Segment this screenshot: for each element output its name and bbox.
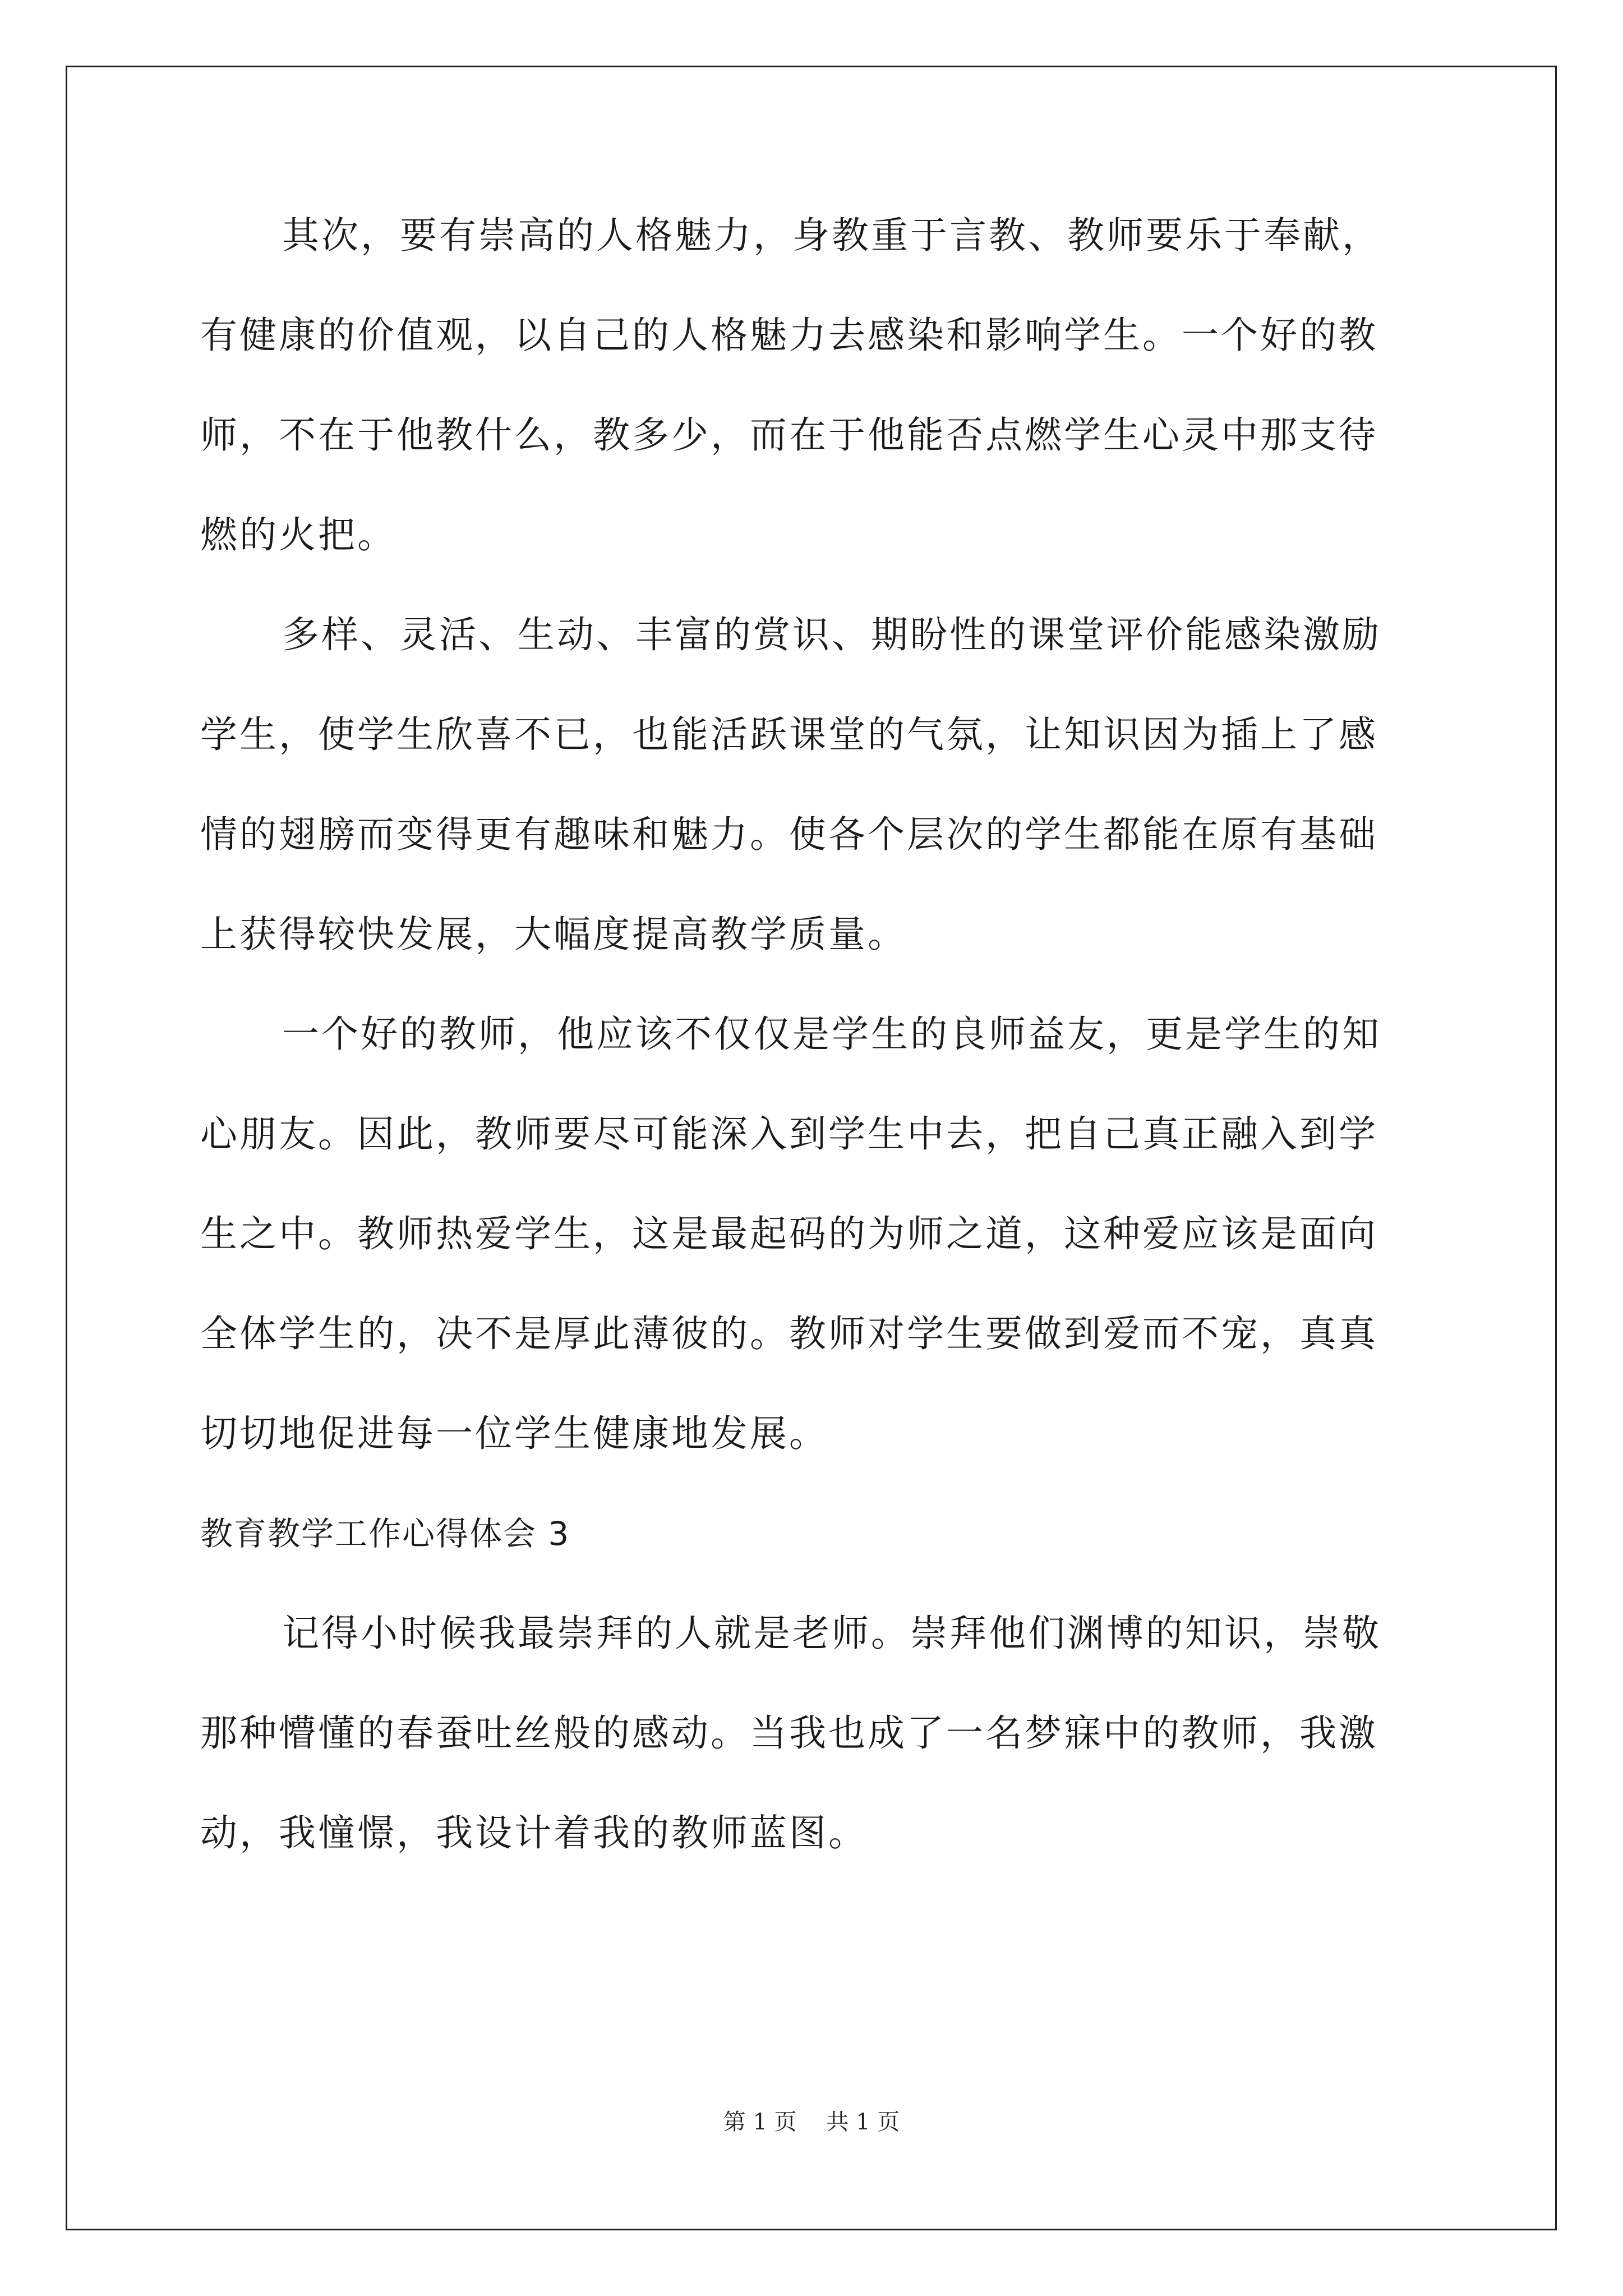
page-number-total: 共 1 页 [826,2109,900,2135]
paragraph-2-line-3: 情的翅膀而变得更有趣味和魅力。使各个层次的学生都能在原有基础 [200,813,1378,856]
paragraph-1-line-4: 燃的火把。 [200,513,396,556]
paragraph-2-line-1: 多样、灵活、生动、丰富的赏识、期盼性的课堂评价能感染激励 [282,613,1381,656]
paragraph-2-line-2: 学生，使学生欣喜不已，也能活跃课堂的气氛，让知识因为插上了感 [200,713,1378,756]
page-footer [0,2106,1623,2138]
paragraph-3-line-1: 一个好的教师，他应该不仅仅是学生的良师益友，更是学生的知 [282,1013,1381,1056]
paragraph-3-line-5: 切切地促进每一位学生健康地发展。 [200,1412,828,1455]
paragraph-1-line-1: 其次，要有崇高的人格魅力，身教重于言教、教师要乐于奉献， [282,214,1381,257]
paragraph-1-line-3: 师，不在于他教什么，教多少，而在于他能否点燃学生心灵中那支待 [200,413,1378,457]
paragraph-3-line-3: 生之中。教师热爱学生，这是最起码的为师之道，这种爱应该是面向 [200,1212,1378,1255]
paragraph-3-line-2: 心朋友。因此，教师要尽可能深入到学生中去，把自己真正融入到学 [200,1112,1378,1156]
paragraph-2-line-4: 上获得较快发展，大幅度提高教学质量。 [200,913,907,956]
paragraph-4-line-3: 动，我憧憬，我设计着我的教师蓝图。 [200,1811,868,1855]
paragraph-4-line-1: 记得小时候我最崇拜的人就是老师。崇拜他们渊博的知识，崇敬 [282,1612,1381,1655]
section-heading: 教育教学工作心得体会 3 [200,1515,570,1553]
paragraph-3-line-4: 全体学生的，决不是厚此薄彼的。教师对学生要做到爱而不宠，真真 [200,1312,1378,1355]
paragraph-1-line-2: 有健康的价值观，以自己的人格魅力去感染和影响学生。一个好的教 [200,314,1378,357]
paragraph-4-line-2: 那种懵懂的春蚕吐丝般的感动。当我也成了一名梦寐中的教师，我激 [200,1711,1378,1755]
page-number-current: 第 1 页 [723,2109,797,2135]
